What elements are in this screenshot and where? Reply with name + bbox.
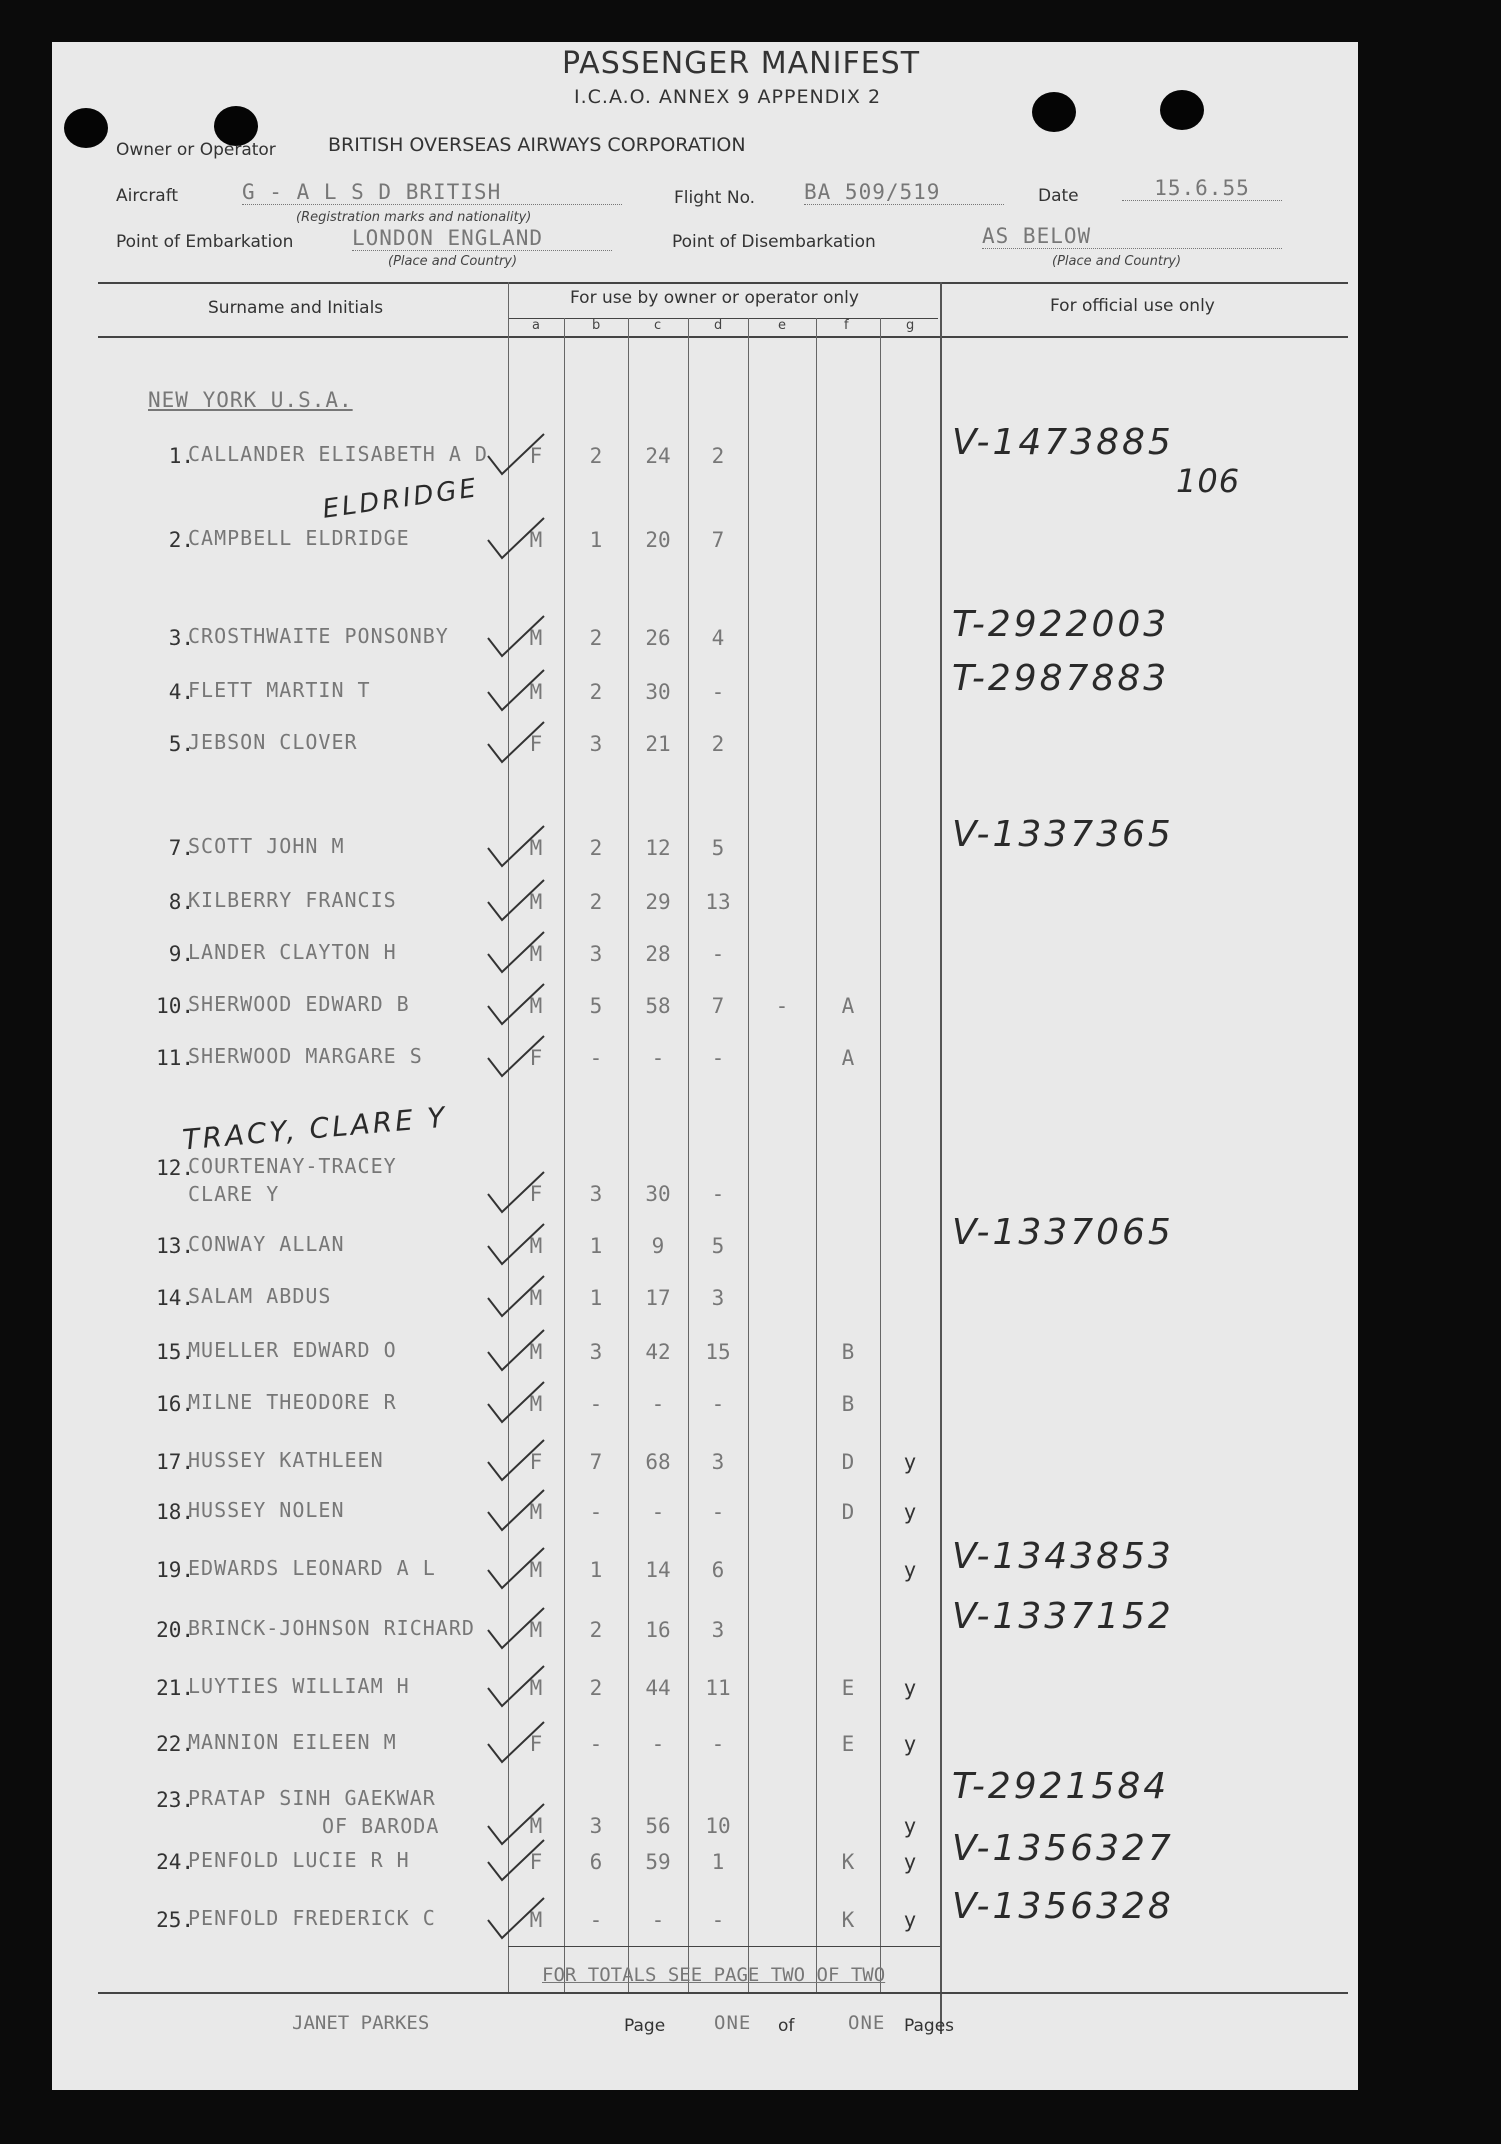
passenger-name: MANNION EILEEN M [188,1730,397,1754]
cell-c: 30 [645,1182,671,1206]
check-mark [488,1490,544,1530]
cell-b: 1 [589,1286,603,1310]
cell-a: F [529,1732,543,1756]
row-number: 14. [156,1286,194,1310]
cell-b: 2 [589,1676,603,1700]
passenger-name: COURTENAY-TRACEY [188,1154,397,1178]
cell-g: y [903,1732,917,1756]
cell-e: - [775,994,789,1018]
annotation-eldridge: ELDRIDGE [320,473,481,525]
date-value: 15.6.55 [1122,176,1282,201]
cell-g: y [903,1500,917,1524]
cell-b: 2 [589,836,603,860]
col-official-header: For official use only [1050,296,1215,316]
col-sub-header: g [906,318,915,333]
totals-rule [508,1946,940,1947]
row-number: 23. [156,1788,194,1812]
passenger-name: FLETT MARTIN T [188,678,371,702]
cell-b: 2 [589,1618,603,1642]
row-number: 3. [168,626,194,650]
cell-c: 20 [645,528,671,552]
cell-a: F [529,1182,543,1206]
check-mark [488,1172,544,1212]
cell-c: 26 [645,626,671,650]
cell-c: 44 [645,1676,671,1700]
cell-d: 4 [711,626,725,650]
of-value: ONE [848,2012,886,2034]
check-mark [488,826,544,866]
cell-a: M [529,890,543,914]
cell-c: 28 [645,942,671,966]
cell-b: 2 [589,890,603,914]
aircraft-label: Aircraft [116,186,179,206]
official-number: V-1343853 [952,1536,1174,1577]
cell-g: y [903,1908,917,1932]
signature: JANET PARKES [292,2012,430,2034]
cell-d: 5 [711,1234,725,1258]
passenger-name: EDWARDS LEONARD A L [188,1556,436,1580]
flight-value: BA 509/519 [804,180,1004,205]
manifest-page [52,42,1358,2090]
cell-g: y [903,1450,917,1474]
totals-note: FOR TOTALS SEE PAGE TWO OF TWO [542,1964,886,1986]
passenger-name: PENFOLD LUCIE R H [188,1848,410,1872]
cell-c: 56 [645,1814,671,1838]
official-number: V-1337065 [952,1212,1174,1253]
cell-d: - [711,1500,725,1524]
row-number: 5. [168,732,194,756]
cell-f: D [841,1500,855,1524]
cell-d: 11 [705,1676,731,1700]
cell-a: M [529,1676,543,1700]
official-number: V-1356327 [952,1828,1174,1869]
official-number: V-1337152 [952,1596,1174,1637]
page-label: Page [624,2016,666,2036]
cell-d: 7 [711,994,725,1018]
cell-a: M [529,1234,543,1258]
row-number: 8. [168,890,194,914]
cell-c: 29 [645,890,671,914]
aircraft-value: G - A L S D BRITISH [242,180,622,205]
check-mark [488,1722,544,1762]
disembark-label: Point of Disembarkation [672,232,876,252]
passenger-name: JEBSON CLOVER [188,730,358,754]
passenger-name: HUSSEY NOLEN [188,1498,345,1522]
row-number: 18. [156,1500,194,1524]
row-number: 19. [156,1558,194,1582]
passenger-name-continued: CLARE Y [188,1182,280,1206]
disembark-note: (Place and Country) [1052,254,1182,269]
cell-b: 3 [589,1340,603,1364]
cell-f: E [841,1732,855,1756]
cell-f: K [841,1908,855,1932]
check-marks [52,42,1358,2090]
row-number: 9. [168,942,194,966]
page-value: ONE [714,2012,752,2034]
cell-c: - [651,1500,665,1524]
check-mark [488,434,544,474]
passenger-name: SCOTT JOHN M [188,834,345,858]
embark-note: (Place and Country) [388,254,518,269]
cell-c: 24 [645,444,671,468]
cell-a: M [529,1618,543,1642]
cell-g: y [903,1814,917,1838]
row-number: 25. [156,1908,194,1932]
passenger-name: HUSSEY KATHLEEN [188,1448,384,1472]
form-title: PASSENGER MANIFEST [562,46,921,81]
cell-d: 13 [705,890,731,914]
passenger-name: SHERWOOD MARGARE S [188,1044,423,1068]
cell-a: M [529,528,543,552]
annotation-count: 106 [1176,462,1241,500]
col-owner-use-header: For use by owner or operator only [570,288,859,308]
cell-d: - [711,1392,725,1416]
col-sub-header: c [654,318,662,333]
destination-label: NEW YORK U.S.A. [148,388,353,412]
cell-b: 1 [589,1234,603,1258]
cell-g: y [903,1676,917,1700]
cell-d: 6 [711,1558,725,1582]
official-number: T-2921584 [952,1766,1170,1807]
cell-a: M [529,836,543,860]
cell-a: F [529,1046,543,1070]
check-mark [488,1840,544,1880]
row-number: 24. [156,1850,194,1874]
pages-label: Pages [904,2016,955,2036]
flight-label: Flight No. [674,188,756,208]
embark-value: LONDON ENGLAND [352,226,612,251]
cell-a: F [529,732,543,756]
cell-f: D [841,1450,855,1474]
cell-f: A [841,1046,855,1070]
cell-c: - [651,1392,665,1416]
cell-f: A [841,994,855,1018]
owner-label: Owner or Operator [116,140,276,160]
check-mark [488,1330,544,1370]
cell-c: 9 [651,1234,665,1258]
row-number: 13. [156,1234,194,1258]
cell-d: 15 [705,1340,731,1364]
cell-a: F [529,1850,543,1874]
cell-b: 3 [589,1814,603,1838]
cell-c: 58 [645,994,671,1018]
cell-d: 5 [711,836,725,860]
aircraft-note: (Registration marks and nationality) [296,210,532,225]
cell-a: M [529,942,543,966]
cell-c: 68 [645,1450,671,1474]
cell-g: y [903,1850,917,1874]
col-sub-header: a [532,318,540,333]
cell-a: M [529,994,543,1018]
cell-b: 6 [589,1850,603,1874]
row-number: 2. [168,528,194,552]
cell-b: - [589,1908,603,1932]
row-number: 11. [156,1046,194,1070]
cell-b: 7 [589,1450,603,1474]
cell-b: - [589,1046,603,1070]
cell-f: E [841,1676,855,1700]
official-number: V-1356328 [952,1886,1174,1927]
cell-f: B [841,1340,855,1364]
check-mark [488,670,544,710]
cell-b: 5 [589,994,603,1018]
cell-b: 2 [589,680,603,704]
cell-a: M [529,1392,543,1416]
check-mark [488,722,544,762]
cell-c: 12 [645,836,671,860]
check-mark [488,1224,544,1264]
cell-c: 14 [645,1558,671,1582]
col-sub-header: b [592,318,601,333]
check-mark [488,1440,544,1480]
official-number: V-1473885 [952,422,1174,463]
row-number: 4. [168,680,194,704]
check-mark [488,1898,544,1938]
passenger-name: CROSTHWAITE PONSONBY [188,624,449,648]
check-mark [488,880,544,920]
cell-d: - [711,1908,725,1932]
row-number: 1. [168,444,194,468]
check-mark [488,1608,544,1648]
passenger-name: KILBERRY FRANCIS [188,888,397,912]
check-mark [488,1036,544,1076]
cell-b: 1 [589,528,603,552]
cell-c: 30 [645,680,671,704]
cell-d: - [711,1732,725,1756]
cell-f: K [841,1850,855,1874]
check-mark [488,984,544,1024]
of-label: of [778,2016,795,2036]
cell-b: 3 [589,732,603,756]
cell-a: M [529,1814,543,1838]
col-surname-header: Surname and Initials [208,298,384,318]
cell-d: 10 [705,1814,731,1838]
passenger-name: CAMPBELL ELDRIDGE [188,526,410,550]
cell-d: - [711,942,725,966]
check-mark [488,1548,544,1588]
cell-d: - [711,680,725,704]
row-number: 7. [168,836,194,860]
form-subtitle: I.C.A.O. ANNEX 9 APPENDIX 2 [574,86,882,108]
check-mark [488,1382,544,1422]
passenger-name: LUYTIES WILLIAM H [188,1674,410,1698]
col-sub-header: d [714,318,723,333]
passenger-name: CONWAY ALLAN [188,1232,345,1256]
cell-c: 42 [645,1340,671,1364]
col-sub-header: e [778,318,786,333]
cell-b: - [589,1500,603,1524]
check-mark [488,1804,544,1844]
cell-c: - [651,1046,665,1070]
check-mark [488,932,544,972]
check-mark [488,1276,544,1316]
cell-a: M [529,1908,543,1932]
passenger-name: CALLANDER ELISABETH A D [188,442,488,466]
cell-c: - [651,1908,665,1932]
cell-c: - [651,1732,665,1756]
official-number: T-2987883 [952,658,1170,699]
cell-f: B [841,1392,855,1416]
passenger-name: SALAM ABDUS [188,1284,332,1308]
cell-c: 59 [645,1850,671,1874]
disembark-value: AS BELOW [982,224,1282,249]
cell-b: 3 [589,942,603,966]
cell-d: 3 [711,1286,725,1310]
cell-d: 3 [711,1618,725,1642]
cell-d: 3 [711,1450,725,1474]
cell-d: - [711,1046,725,1070]
row-number: 20. [156,1618,194,1642]
official-number: V-1337365 [952,814,1174,855]
cell-d: 7 [711,528,725,552]
check-mark [488,616,544,656]
passenger-name: LANDER CLAYTON H [188,940,397,964]
embark-label: Point of Embarkation [116,232,294,252]
cell-b: 3 [589,1182,603,1206]
row-number: 22. [156,1732,194,1756]
cell-a: M [529,1286,543,1310]
cell-c: 17 [645,1286,671,1310]
cell-b: 2 [589,444,603,468]
owner-value: BRITISH OVERSEAS AIRWAYS CORPORATION [328,134,746,156]
passenger-name: BRINCK-JOHNSON RICHARD [188,1616,475,1640]
official-number: T-2922003 [952,604,1170,645]
cell-a: F [529,1450,543,1474]
cell-d: - [711,1182,725,1206]
cell-d: 1 [711,1850,725,1874]
check-mark [488,1666,544,1706]
cell-a: M [529,1500,543,1524]
cell-g: y [903,1558,917,1582]
cell-b: - [589,1732,603,1756]
cell-d: 2 [711,732,725,756]
passenger-name: SHERWOOD EDWARD B [188,992,410,1016]
row-number: 12. [156,1156,194,1180]
passenger-name-continued: OF BARODA [322,1814,440,1838]
row-number: 16. [156,1392,194,1416]
cell-a: M [529,1558,543,1582]
col-sub-header: f [844,318,849,333]
row-number: 21. [156,1676,194,1700]
passenger-name: MILNE THEODORE R [188,1390,397,1414]
cell-d: 2 [711,444,725,468]
cell-c: 16 [645,1618,671,1642]
row-number: 15. [156,1340,194,1364]
annotation-tracy: TRACY, CLARE Y [181,1100,449,1157]
row-number: 10. [156,994,194,1018]
row-number: 17. [156,1450,194,1474]
cell-a: M [529,680,543,704]
cell-b: - [589,1392,603,1416]
cell-a: F [529,444,543,468]
cell-b: 2 [589,626,603,650]
passenger-name: PENFOLD FREDERICK C [188,1906,436,1930]
cell-a: M [529,626,543,650]
table-bottom-rule [98,1992,1348,1994]
passenger-name: MUELLER EDWARD O [188,1338,397,1362]
cell-c: 21 [645,732,671,756]
cell-b: 1 [589,1558,603,1582]
check-mark [488,518,544,558]
date-label: Date [1038,186,1079,206]
passenger-name: PRATAP SINH GAEKWAR [188,1786,436,1810]
cell-a: M [529,1340,543,1364]
